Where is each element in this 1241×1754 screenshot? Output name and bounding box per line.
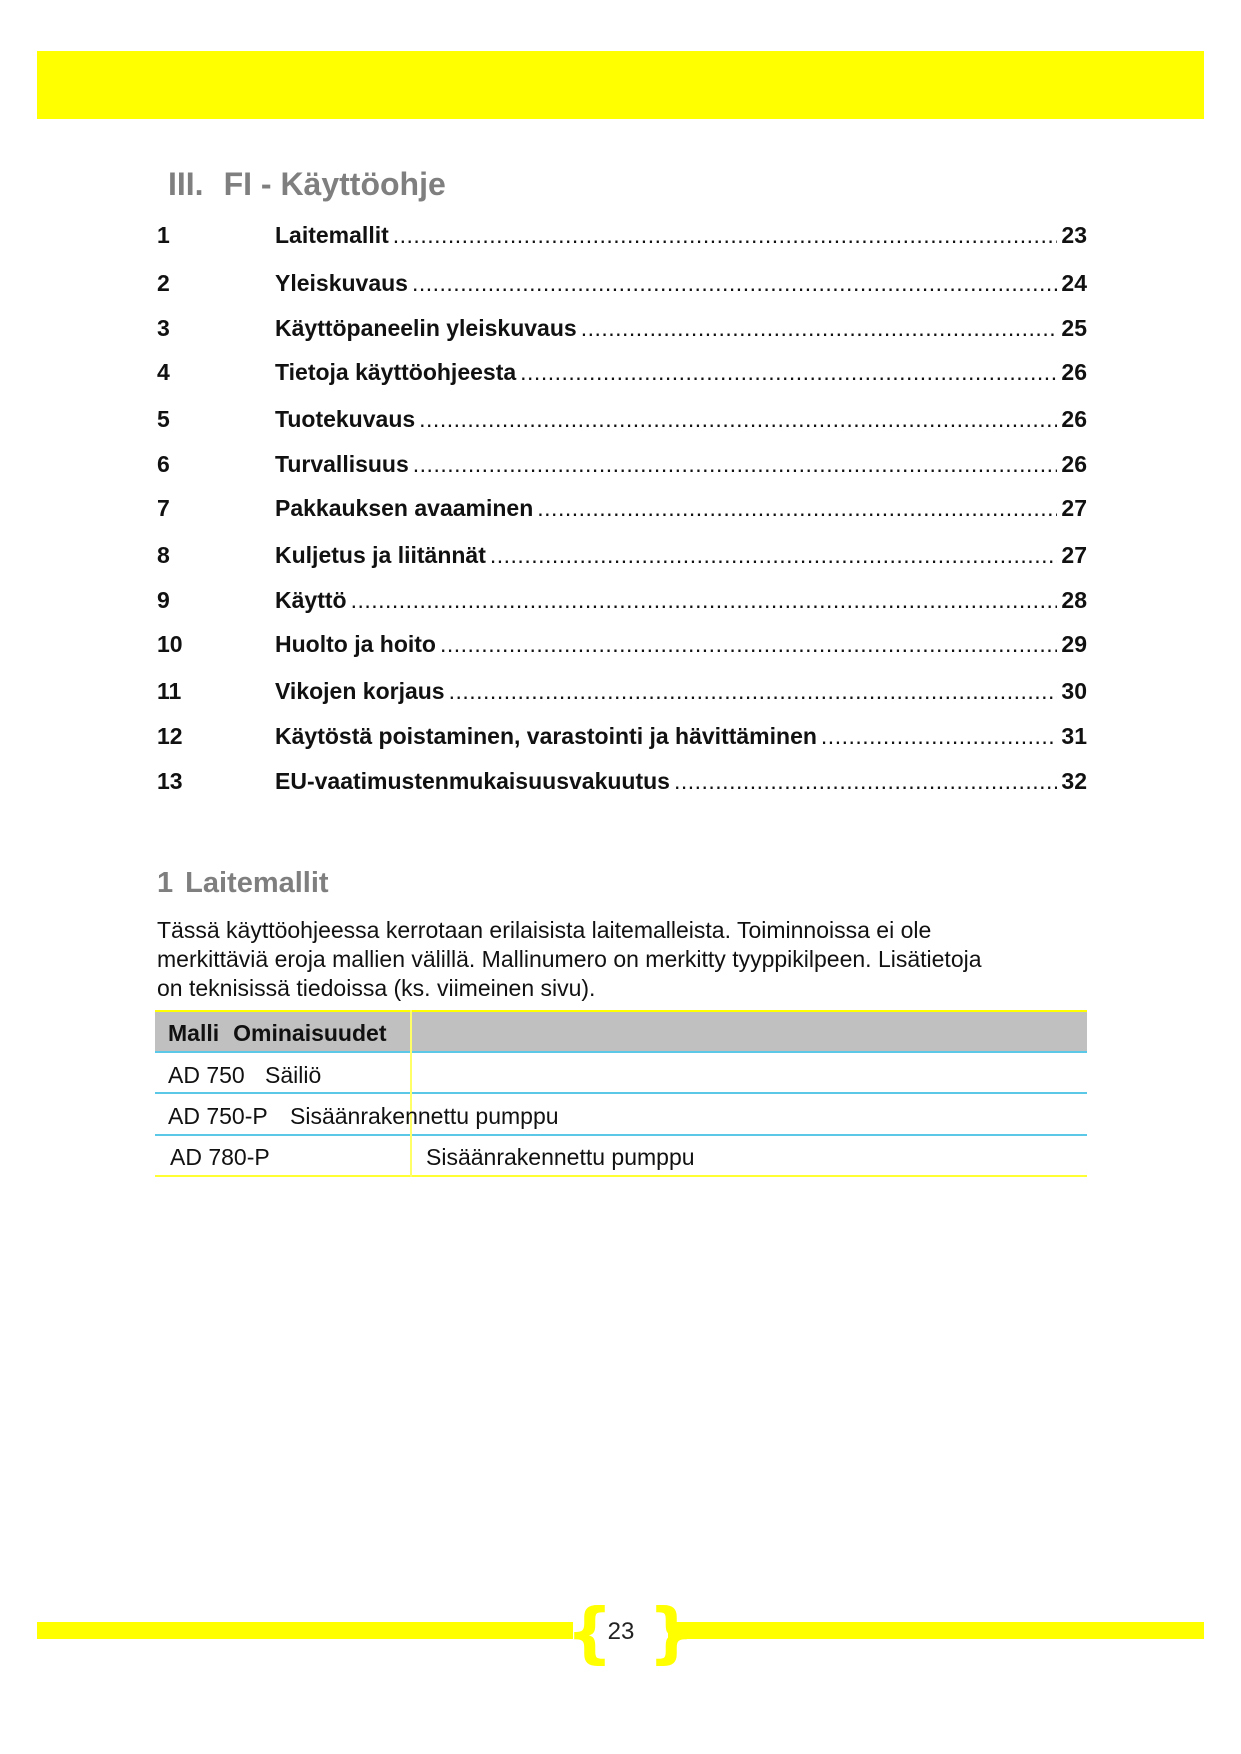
toc-page-number: 25	[1061, 315, 1087, 341]
title-roman-numeral: III.	[168, 166, 204, 202]
toc-entry[interactable]	[157, 222, 1087, 252]
toc-title: Turvallisuus	[275, 451, 409, 477]
toc-title: Tuotekuvaus	[275, 406, 416, 432]
header-cell-model: Malli	[168, 1020, 220, 1046]
toc-dot-leader	[413, 451, 1058, 478]
toc-number: 8	[157, 542, 170, 568]
table-rule	[155, 1051, 1087, 1053]
toc-entry[interactable]	[157, 495, 1087, 525]
toc-title: Käyttöpaneelin yleiskuvaus	[275, 315, 577, 341]
intro-line: merkittäviä eroja mallien välillä. Mallinumero on merkitty tyyppikilpeen. Lisätietoja	[157, 946, 982, 972]
toc-page-number: 27	[1061, 542, 1087, 568]
toc-title: Laitemallit	[275, 222, 389, 248]
page-number: 23	[607, 1618, 635, 1645]
table-header-row	[155, 1010, 1087, 1052]
toc-title: EU-vaatimustenmukaisuusvakuutus	[275, 768, 670, 794]
footer-left-brace-icon: {	[566, 1594, 613, 1671]
toc-title: Huolto ja hoito	[275, 631, 436, 657]
toc-dot-leader	[419, 406, 1057, 433]
toc-page-number: 30	[1061, 678, 1087, 704]
toc-page-number: 26	[1061, 406, 1087, 432]
toc-number: 5	[157, 406, 170, 432]
toc-dot-leader	[490, 542, 1058, 569]
toc-title: Yleiskuvaus	[275, 270, 408, 296]
toc-entry[interactable]	[157, 723, 1087, 753]
toc-title: Käytöstä poistaminen, varastointi ja hävittäminen	[275, 723, 817, 749]
models-table	[155, 1010, 1087, 1177]
toc-dot-leader	[537, 495, 1057, 522]
toc-entry[interactable]	[157, 542, 1087, 572]
table-header-text	[168, 1020, 386, 1047]
section-heading	[157, 867, 329, 900]
section-number: 1	[157, 867, 174, 899]
toc-number: 4	[157, 359, 170, 385]
intro-paragraph	[157, 916, 1097, 1003]
toc-dot-leader	[412, 270, 1057, 297]
toc-entry[interactable]	[157, 270, 1087, 300]
toc-dot-leader	[351, 587, 1058, 614]
toc-page-number: 32	[1061, 768, 1087, 794]
toc-dot-leader	[449, 678, 1058, 705]
footer-band-right	[668, 1622, 1204, 1639]
toc-number: 12	[157, 723, 183, 749]
toc-number: 1	[157, 222, 170, 248]
toc-title: Tietoja käyttöohjeesta	[275, 359, 517, 385]
toc-number: 13	[157, 768, 183, 794]
toc-page-number: 27	[1061, 495, 1087, 521]
toc-page-number: 23	[1061, 222, 1087, 248]
feature-cell: Sisäänrakennettu pumppu	[290, 1103, 559, 1129]
title-text: FI - Käyttöohje	[223, 166, 446, 202]
toc-entry[interactable]	[157, 768, 1087, 798]
table-bottom-rule	[155, 1175, 1087, 1177]
toc-entry[interactable]	[157, 451, 1087, 481]
header-band	[37, 51, 1204, 119]
toc-title: Pakkauksen avaaminen	[275, 495, 534, 521]
toc-number: 9	[157, 587, 170, 613]
model-cell: AD 750-P	[168, 1103, 268, 1129]
table-column-divider	[410, 1010, 412, 1177]
toc-page-number: 24	[1061, 270, 1087, 296]
toc-page-number: 31	[1061, 723, 1087, 749]
table-rule	[155, 1134, 1087, 1136]
toc-dot-leader	[520, 359, 1057, 386]
toc-dot-leader	[440, 631, 1057, 658]
toc-number: 6	[157, 451, 170, 477]
feature-cell: Säiliö	[265, 1062, 322, 1088]
toc-page-number: 26	[1061, 359, 1087, 385]
toc-number: 11	[157, 678, 182, 704]
header-cell-features: Ominaisuudet	[233, 1020, 387, 1046]
footer-right-brace-icon: }	[648, 1594, 695, 1671]
toc-dot-leader	[393, 222, 1058, 249]
feature-cell: Sisäänrakennettu pumppu	[426, 1144, 695, 1170]
footer-band-left	[37, 1622, 573, 1639]
toc-entry[interactable]	[157, 359, 1087, 389]
toc-title: Kuljetus ja liitännät	[275, 542, 486, 568]
toc-dot-leader	[674, 768, 1057, 795]
toc-page-number: 28	[1061, 587, 1087, 613]
document-title	[168, 166, 446, 203]
model-cell: AD 750	[168, 1062, 245, 1088]
toc-dot-leader	[581, 315, 1058, 342]
toc-page-number: 29	[1061, 631, 1087, 657]
model-cell: AD 780-P	[170, 1144, 270, 1170]
toc-entry[interactable]	[157, 406, 1087, 436]
table-rule	[155, 1092, 1087, 1094]
toc-entry[interactable]	[157, 678, 1087, 708]
intro-line: on teknisissä tiedoissa (ks. viimeinen sivu).	[157, 975, 596, 1001]
toc-title: Vikojen korjaus	[275, 678, 445, 704]
toc-number: 7	[157, 495, 170, 521]
toc-number: 10	[157, 631, 183, 657]
toc-number: 3	[157, 315, 170, 341]
toc-dot-leader	[821, 723, 1057, 750]
toc-entry[interactable]	[157, 315, 1087, 345]
toc-entry[interactable]	[157, 631, 1087, 661]
section-title: Laitemallit	[185, 867, 329, 899]
intro-line: Tässä käyttöohjeessa kerrotaan erilaisista laitemalleista. Toiminnoissa ei ole	[157, 917, 932, 943]
toc-title: Käyttö	[275, 587, 347, 613]
toc-page-number: 26	[1061, 451, 1087, 477]
toc-entry[interactable]	[157, 587, 1087, 617]
toc-number: 2	[157, 270, 170, 296]
